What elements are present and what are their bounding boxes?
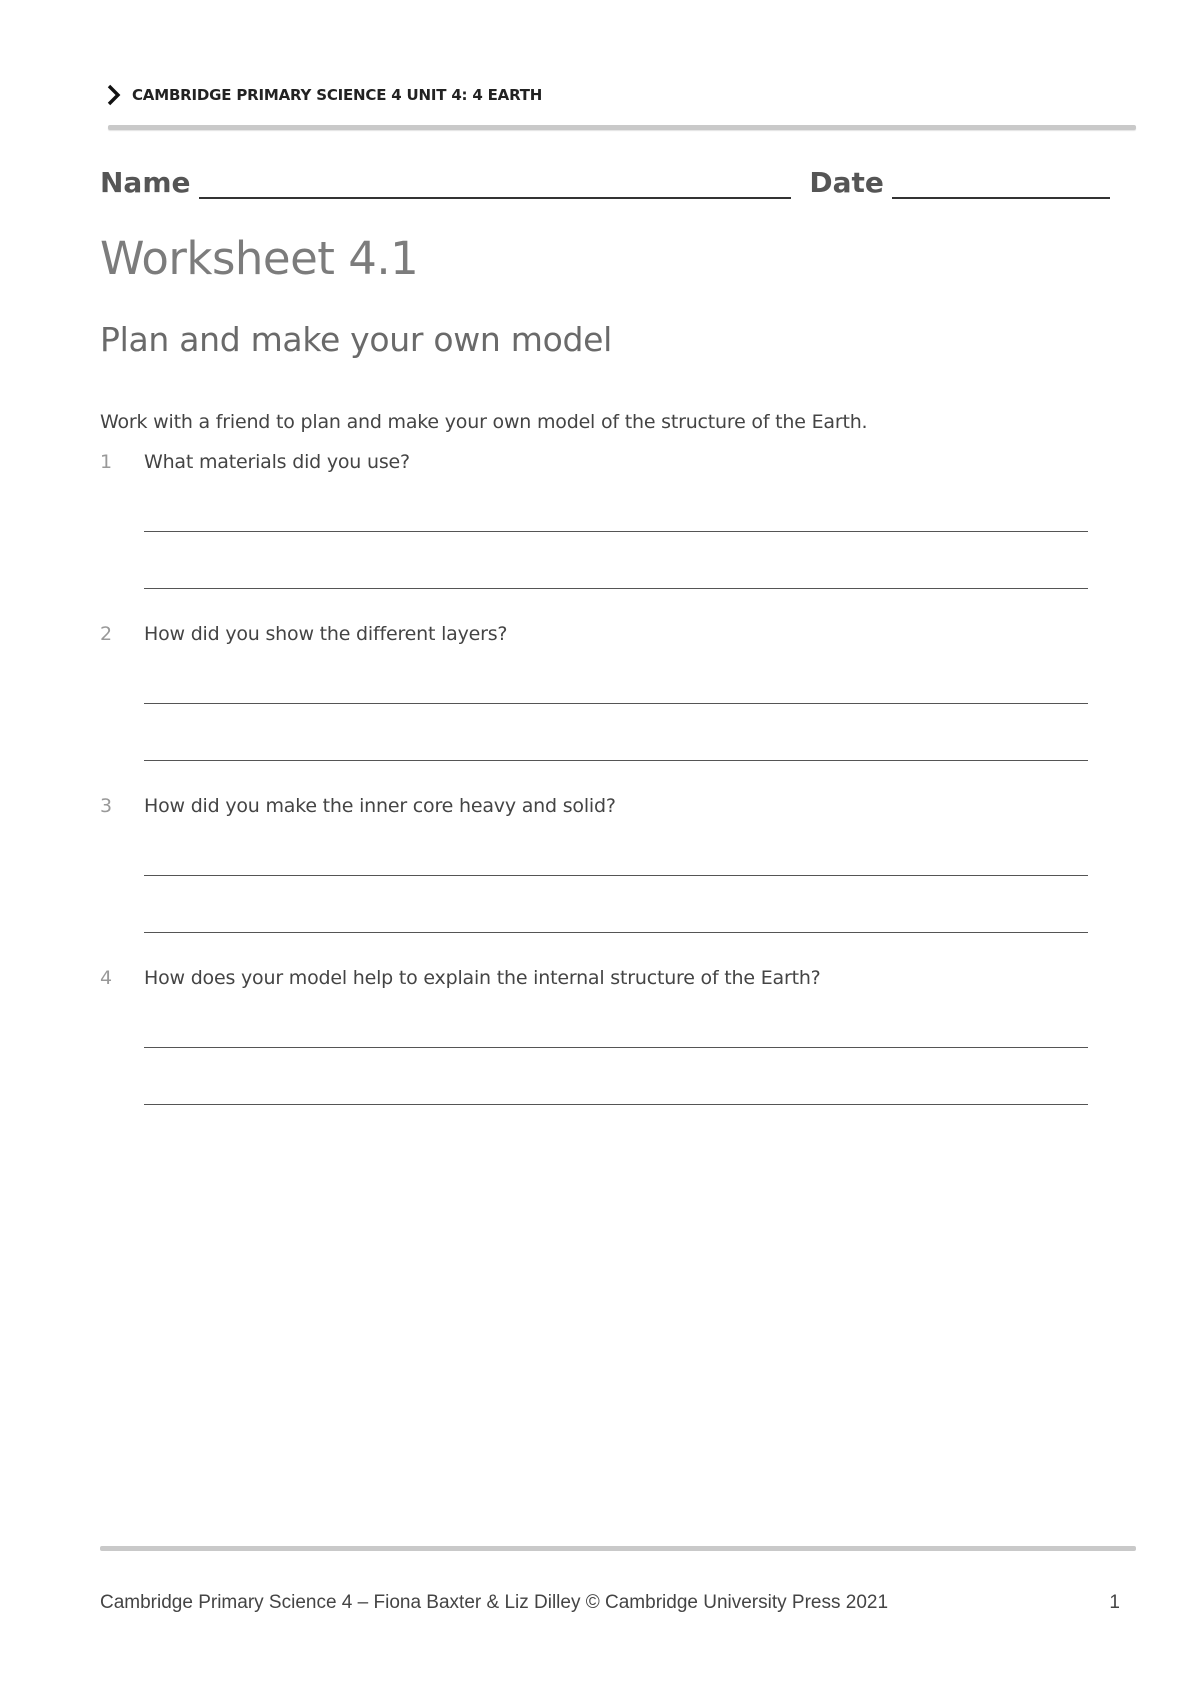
answer-line[interactable] (144, 588, 1088, 589)
name-date-row (100, 166, 1110, 199)
question-text: How did you make the inner core heavy and solid? (144, 795, 616, 817)
question-2 (100, 623, 1100, 645)
page-number: 1 (1109, 1592, 1120, 1613)
running-header (106, 84, 542, 106)
answer-line[interactable] (144, 703, 1088, 704)
answer-line[interactable] (144, 932, 1088, 933)
page-footer (100, 1592, 1120, 1614)
question-number: 3 (100, 795, 112, 817)
question-text: How did you show the different layers? (144, 623, 508, 645)
worksheet-intro: Work with a friend to plan and make your own model of the structure of the Earth. (100, 411, 868, 433)
name-field[interactable] (199, 169, 792, 199)
question-number: 1 (100, 451, 112, 473)
date-label: Date (809, 166, 884, 199)
worksheet-subtitle: Plan and make your own model (100, 320, 612, 359)
answer-line[interactable] (144, 531, 1088, 532)
question-number: 2 (100, 623, 112, 645)
name-label: Name (100, 166, 191, 199)
answer-line[interactable] (144, 875, 1088, 876)
question-3 (100, 795, 1100, 817)
question-text: How does your model help to explain the internal structure of the Earth? (144, 967, 821, 989)
date-field[interactable] (892, 169, 1110, 199)
answer-line[interactable] (144, 1104, 1088, 1105)
footer-divider (100, 1546, 1136, 1551)
answer-line[interactable] (144, 760, 1088, 761)
question-1 (100, 451, 1100, 473)
footer-credit: Cambridge Primary Science 4 – Fiona Baxter & Liz Dilley © Cambridge University Press 2021 (100, 1592, 889, 1613)
chevron-right-icon (106, 84, 122, 106)
question-text: What materials did you use? (144, 451, 410, 473)
question-number: 4 (100, 967, 112, 989)
worksheet-title: Worksheet 4.1 (100, 232, 419, 285)
question-4 (100, 967, 1100, 989)
header-divider (108, 125, 1136, 130)
answer-line[interactable] (144, 1047, 1088, 1048)
running-header-text: CAMBRIDGE PRIMARY SCIENCE 4 UNIT 4: 4 EARTH (132, 86, 543, 104)
